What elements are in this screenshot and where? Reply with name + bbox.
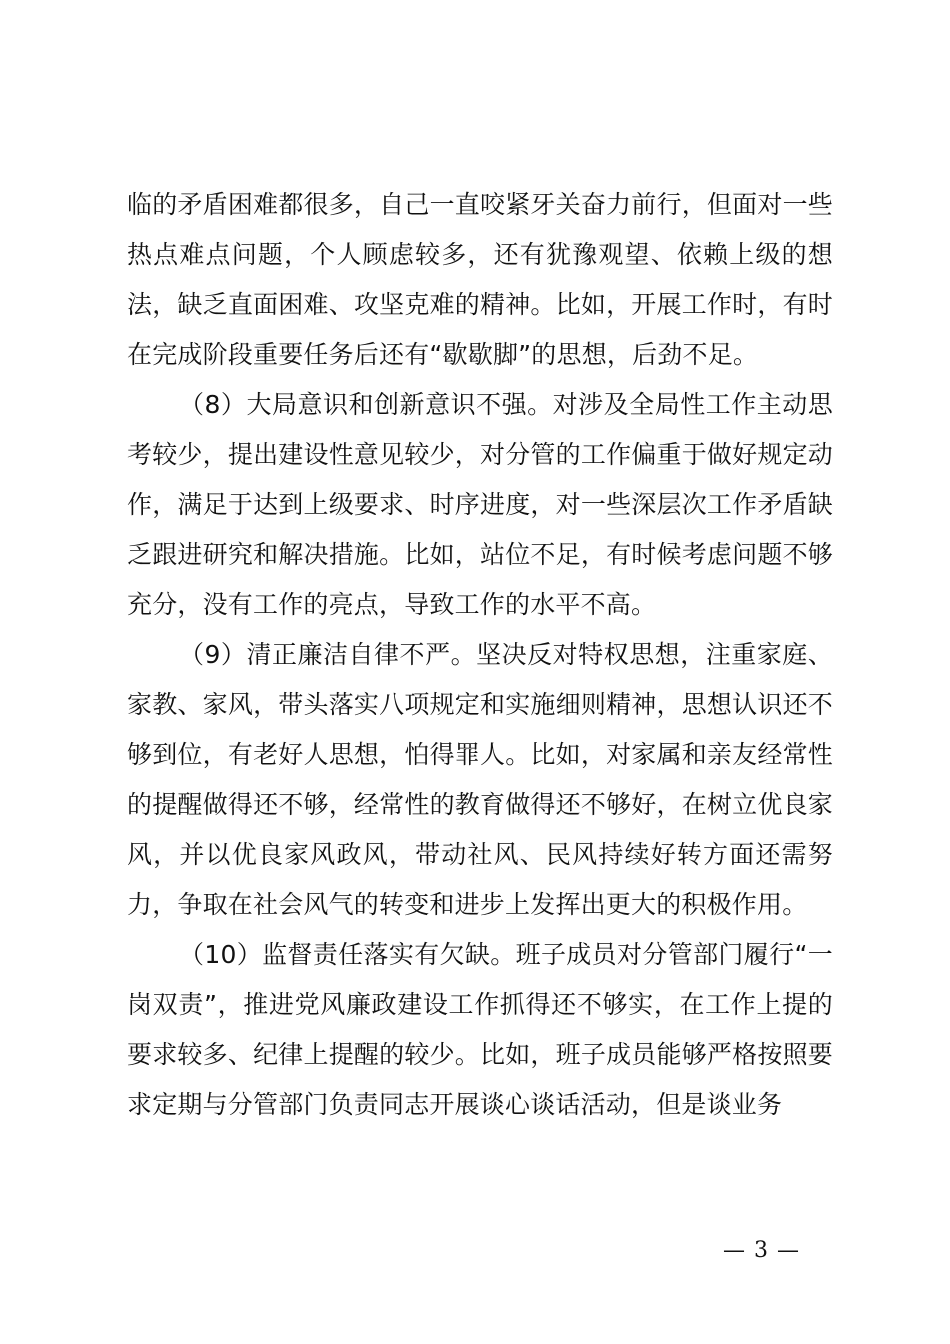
- paragraph-item-9: （9）清正廉洁自律不严。坚决反对特权思想，注重家庭、家教、家风，带头落实八项规定和实施细则精神，思想认识还不够到位，有老好人思想，怕得罪人。比如，对家属和亲友经常性的提醒做得还不够，经常性的教育做得还不够好，在树立优良家风，并以优良家风政风，带动社风、民风持续好转方面还需努力，争取在社会风气的转变和进步上发挥出更大的积极作用。: [127, 640, 833, 919]
- paragraph-continuation: 临的矛盾困难都很多，自己一直咬紧牙关奋力前行，但面对一些热点难点问题，个人顾虑较多，还有犹豫观望、依赖上级的想法，缺乏直面困难、攻坚克难的精神。比如，开展工作时，有时在完成阶段重要任务后还有“歇歇脚”的思想，后劲不足。: [127, 190, 833, 369]
- page-number: — 3 —: [723, 1238, 800, 1263]
- document-body: [127, 180, 833, 1130]
- paragraph-item-10: （10）监督责任落实有欠缺。班子成员对分管部门履行“一岗双责”，推进党风廉政建设工作抓得还不够实，在工作上提的要求较多、纪律上提醒的较少。比如，班子成员能够严格按照要求定期与分管部门负责同志开展谈心谈话活动，但是谈业务: [127, 940, 833, 1119]
- paragraph-item-8: （8）大局意识和创新意识不强。对涉及全局性工作主动思考较少，提出建设性意见较少，对分管的工作偏重于做好规定动作，满足于达到上级要求、时序进度，对一些深层次工作矛盾缺乏跟进研究和解决措施。比如，站位不足，有时候考虑问题不够充分，没有工作的亮点，导致工作的水平不高。: [127, 390, 833, 619]
